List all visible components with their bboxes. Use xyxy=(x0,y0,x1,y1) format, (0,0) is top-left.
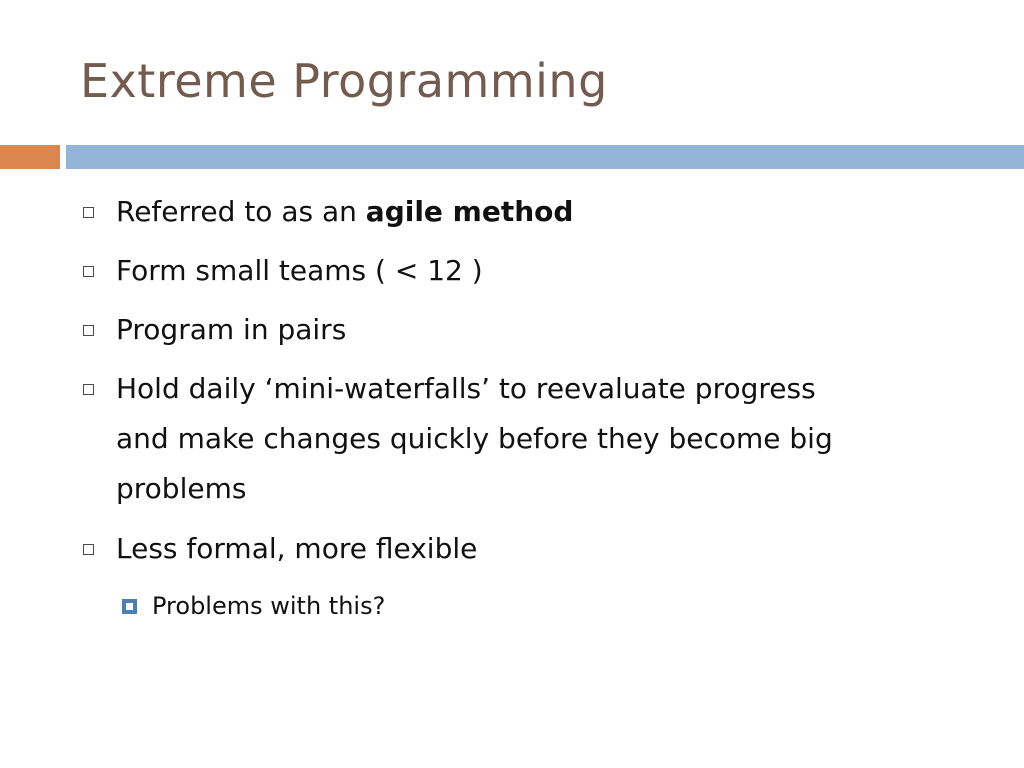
bullet-text-bold: agile method xyxy=(365,195,574,228)
bullet-text-line: problems xyxy=(116,472,247,505)
slide-title: Extreme Programming xyxy=(80,54,608,108)
bullet-text-line: Hold daily ‘mini-waterfalls’ to reevaluate progress xyxy=(116,372,816,405)
title-accent-bar xyxy=(0,145,60,169)
hollow-square-bullet-icon xyxy=(83,544,94,555)
hollow-square-bullet-icon xyxy=(83,384,94,395)
filled-square-bullet-icon xyxy=(122,599,137,614)
hollow-square-bullet-icon xyxy=(83,266,94,277)
bullet-text: Program in pairs xyxy=(116,313,347,346)
hollow-square-bullet-icon xyxy=(83,207,94,218)
bullet-text-line: and make changes quickly before they become big xyxy=(116,422,833,455)
bullet-text-normal: Referred to as an xyxy=(116,195,366,228)
bullet-text: Form small teams ( < 12 ) xyxy=(116,254,483,287)
bullet-text xyxy=(116,187,996,237)
bullet-text xyxy=(116,364,996,514)
sub-bullet-text: Problems with this? xyxy=(152,592,386,620)
title-divider-bar xyxy=(66,145,1024,169)
bullet-text: Less formal, more flexible xyxy=(116,532,478,565)
hollow-square-bullet-icon xyxy=(83,325,94,336)
